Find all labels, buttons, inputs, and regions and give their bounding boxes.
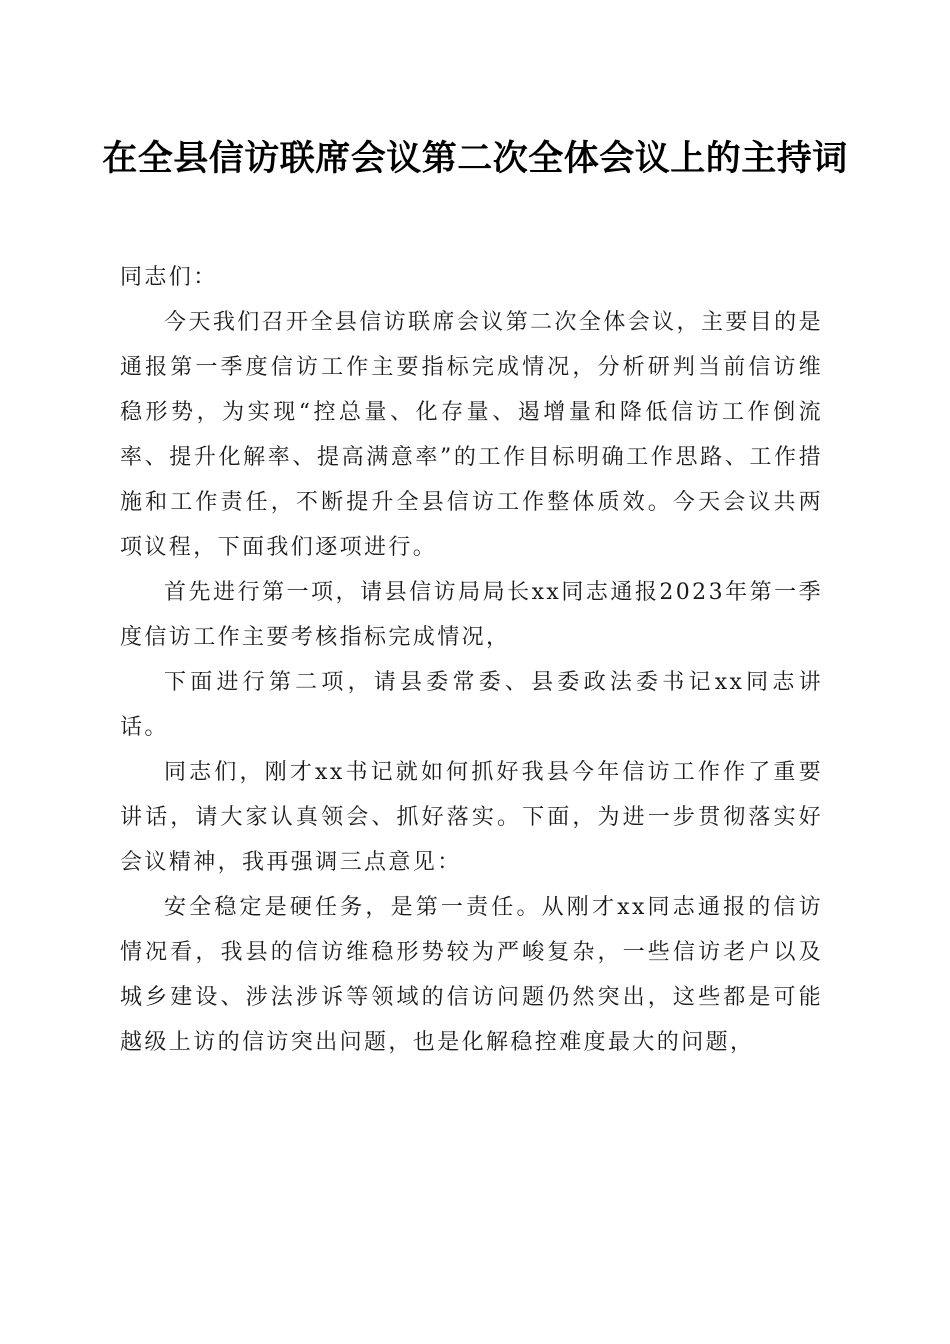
paragraph-agenda-item-two: 下面进行第二项，请县委常委、县委政法委书记xx同志讲话。 (120, 670, 823, 740)
paragraph-remarks-intro: 同志们，刚才xx书记就如何抓好我县今年信访工作作了重要讲话，请大家认真领会、抓好落实。下面，为进一步贯彻落实好会议精神，我再强调三点意见： (120, 760, 823, 875)
salutation: 同志们： (120, 265, 218, 290)
document-title: 在全县信访联席会议第二次全体会议上的主持词 (102, 138, 848, 179)
paragraph-opening: 今天我们召开全县信访联席会议第二次全体会议，主要目的是通报第一季度信访工作主要指标完成情况，分析研判当前信访维稳形势，为实现“控总量、化存量、遏增量和降低信访工作倒流率、提升化解率、提高满意率”的工作目标明确工作思路、工作措施和工作责任，不断提升全县信访工作整体质效。今天会议共两项议程，下面我们逐项进行。 (120, 310, 823, 560)
paragraph-agenda-item-one: 首先进行第一项，请县信访局局长xx同志通报2023年第一季度信访工作主要考核指标完成情况， (120, 580, 823, 650)
paragraph-security-stability: 安全稳定是硬任务，是第一责任。从刚才xx同志通报的信访情况看，我县的信访维稳形势较为严峻复杂，一些信访老户以及城乡建设、涉法涉诉等领域的信访问题仍然突出，这些都是可能越级上访的信访突出问题，也是化解稳控难度最大的问题， (120, 895, 823, 1055)
document-body (120, 255, 823, 1065)
